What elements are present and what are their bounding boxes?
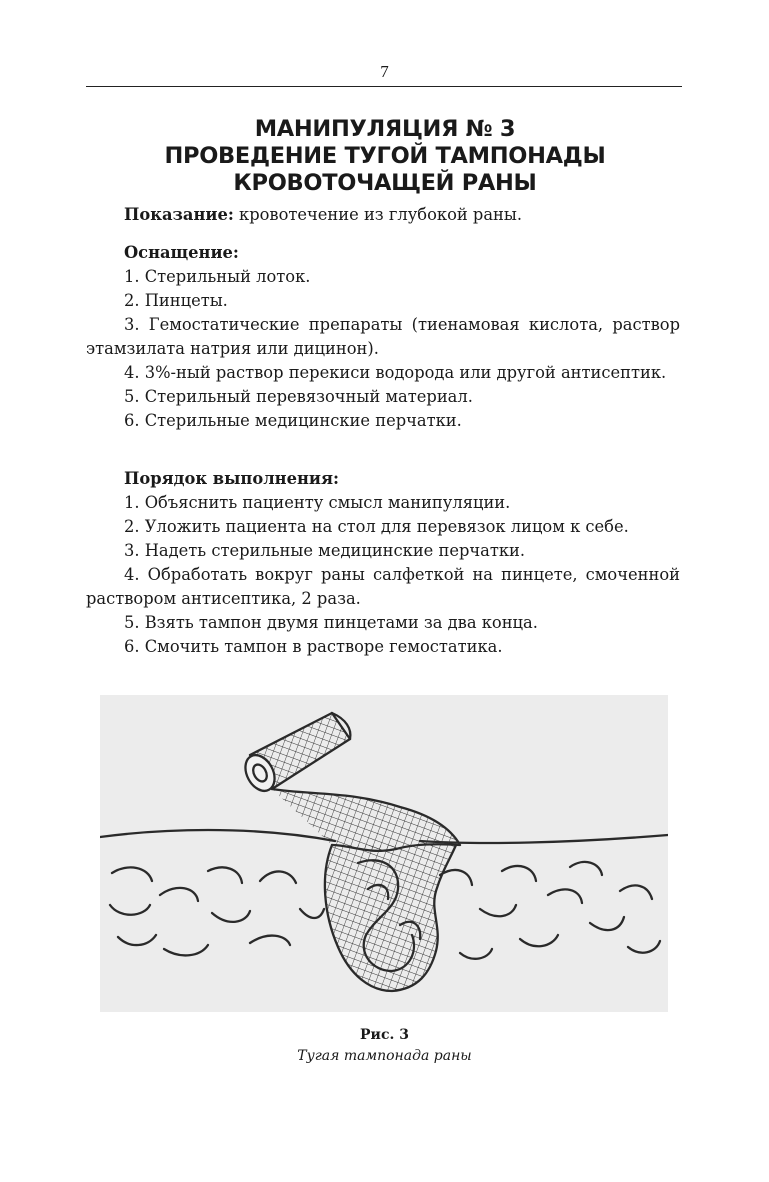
header-rule [86,86,682,87]
title-line-1: МАНИПУЛЯЦИЯ № 3 [254,116,516,142]
page-title [60,116,710,197]
wound-tamponade-figure [100,695,668,1012]
procedure-item: 6. Смочить тампон в растворе гемостатика. [124,637,503,656]
figure-caption: Тугая тампонада раны [297,1048,472,1064]
procedure-item: 1. Объяснить пациенту смысл манипуляции. [124,493,511,512]
figure-label: Рис. 3 [360,1027,409,1043]
indication-paragraph [86,203,680,227]
procedure-item: 3. Надеть стерильные медицинские перчатки. [124,541,526,560]
procedure-item: 2. Уложить пациента на стол для перевязок лицом к себе. [124,517,629,536]
procedure-item: 4. Обработать вокруг раны салфеткой на пинцете, смоченной раствором антисептика, 2 раза. [86,565,680,608]
procedure-item: 5. Взять тампон двумя пинцетами за два конца. [124,613,538,632]
procedure-section [86,467,680,659]
equipment-item: 1. Стерильный лоток. [124,267,311,286]
equipment-item: 3. Гемостатические препараты (тиенамовая кислота, раствор этамзилата натрия или дицинон). [86,315,680,358]
indication-label: Показание: [124,205,234,224]
page-number: 7 [380,62,389,81]
equipment-heading: Оснащение: [124,243,239,262]
indication-text: кровотечение из глубокой раны. [233,205,523,224]
equipment-item: 5. Стерильный перевязочный материал. [124,387,473,406]
equipment-section [86,241,680,433]
equipment-item: 2. Пинцеты. [124,291,228,310]
wound-tamponade-drawing [100,695,668,1012]
title-line-3: КРОВОТОЧАЩЕЙ РАНЫ [233,170,537,196]
equipment-item: 6. Стерильные медицинские перчатки. [124,411,462,430]
title-line-2: ПРОВЕДЕНИЕ ТУГОЙ ТАМПОНАДЫ [164,143,606,169]
procedure-heading: Порядок выполнения: [124,469,339,488]
equipment-item: 4. 3%-ный раствор перекиси водорода или другой антисептик. [124,363,667,382]
